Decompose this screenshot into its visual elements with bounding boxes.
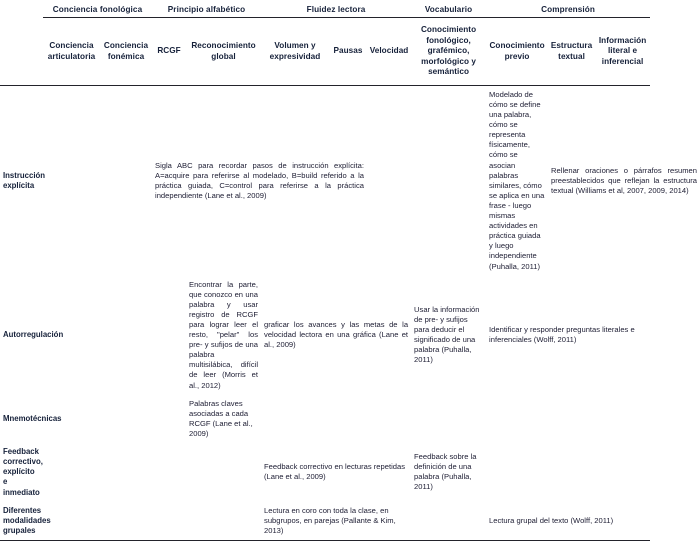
cell-grupales-fonemica (100, 502, 152, 541)
group-header-comprension: Comprensión (486, 0, 650, 18)
column-header-velocidad: Velocidad (367, 18, 411, 86)
column-header-estructura-textual: Estructura textual (548, 18, 595, 86)
cell-instruccion-comprension: Rellenar oraciones o párrafos resumen preestablecidos que reflejan la estructura textual (Williams et al, 2007, 2009, 2014) (551, 165, 697, 195)
cell-grupales-fluidez: Lectura en coro con toda la clase, en subgrupos, en parejas (Pallante & Kim, 2013) (261, 502, 411, 541)
column-header-reconocimiento-global: Reconocimiento global (186, 18, 261, 86)
cell-mnemotecnicas-rcgf (152, 395, 186, 443)
cell-grupales-reconocimiento (186, 502, 261, 541)
cell-mnemotecnicas-previo (486, 395, 548, 443)
column-header-row (0, 18, 700, 86)
column-header-conocimiento-previo: Conocimiento previo (486, 18, 548, 86)
column-header-informacion-literal-inferencial: Información literal e inferencial (595, 18, 650, 86)
group-header-principio-alfabetico: Principio alfabético (152, 0, 261, 18)
cell-instruccion-velocidad (411, 85, 486, 275)
group-header-fluidez-lectora: Fluidez lectora (261, 0, 411, 18)
column-header-volumen-expresividad: Volumen y expresividad (261, 18, 329, 86)
cell-feedback-articulatoria (43, 443, 100, 502)
cell-instruccion-vocabulario: Modelado de cómo se define una palabra, cómo se representa físicamente, cómo se asocian palabras similares, cómo se aplica en una frase - luego mismas actividades en práctica guiada y luego independiente (Puhalla, 2011) (489, 89, 545, 271)
cell-grupales-rcgf (152, 502, 186, 541)
column-header-conciencia-articulatoria: Conciencia articulatoria (43, 18, 100, 86)
group-header-vocabulario: Vocabulario (411, 0, 486, 18)
row-label-feedback-correctivo: Feedback correctivo, explícito e inmediato (3, 447, 43, 497)
cell-mnemotecnicas-vocabulario (411, 395, 486, 443)
cell-feedback-vocabulario: Feedback sobre la definición de una palabra (Puhalla, 2011) (414, 452, 477, 492)
cell-autorregulacion-vocabulario: Usar la información de pre- y sufijos para deducir el significado de una palabra (Puhalla, 2011) (414, 304, 480, 365)
table-header (0, 0, 700, 85)
table-body (0, 85, 700, 540)
table-row (0, 443, 700, 502)
cell-instruccion-articulatoria (43, 85, 100, 275)
row-label-instruccion-explicita: Instrucción explícita (3, 170, 46, 190)
cell-grupales-vocabulario (411, 502, 486, 541)
row-label-autorregulacion: Autorregulación (3, 330, 64, 340)
group-header-row (0, 0, 700, 18)
cell-grupales-articulatoria (43, 502, 100, 541)
cell-feedback-fluidez: Feedback correctivo en lecturas repetidas (Lane et al., 2009) (264, 462, 405, 482)
cell-feedback-previo (486, 443, 548, 502)
group-header-conciencia-fonologica: Conciencia fonológica (43, 0, 152, 18)
cell-mnemotecnicas-inferencial (595, 395, 650, 443)
cell-autorregulacion-comprension: Identificar y responder preguntas literales e inferenciales (Wolff, 2011) (489, 325, 635, 345)
cell-feedback-inferencial (595, 443, 650, 502)
cell-grupales-comprension: Lectura grupal del texto (Wolff, 2011) (486, 502, 650, 541)
column-header-corner (0, 18, 43, 86)
row-label-modalidades-grupales: Diferentes modalidades grupales (0, 502, 43, 541)
cell-feedback-rcgf (152, 443, 186, 502)
cell-instruccion-rcgf: Sigla ABC para recordar pasos de instrucción explícita: A=acquire para referirse al modelado, B=build referido a la práctica guiada, C=control para referirse a la práctica independiente (Lane et al., 2009) (155, 160, 365, 200)
column-header-conocimiento-fonologico: Conocimiento fonológico, grafémico, morfológico y semántico (411, 18, 486, 86)
cell-autorregulacion-fluidez: graficar los avances y las metas de la velocidad lectora en una gráfica (Lane et al., 2009) (264, 319, 409, 350)
cell-instruccion-pausas (367, 85, 411, 275)
cell-feedback-estructura (548, 443, 595, 502)
column-header-conciencia-fonemica: Conciencia fonémica (100, 18, 152, 86)
table-row (0, 395, 700, 443)
cell-feedback-reconocimiento (186, 443, 261, 502)
cell-mnemotecnicas-estructura (548, 395, 595, 443)
row-label-mnemotecnicas: Mnemotécnicas (3, 413, 62, 423)
table-row (0, 85, 700, 275)
cell-autorregulacion-rcgf (152, 276, 186, 395)
cell-mnemotecnicas-fonemica (100, 395, 152, 443)
cell-autorregulacion-fonemica (100, 276, 152, 395)
cell-feedback-fonemica (100, 443, 152, 502)
group-header-corner (0, 0, 43, 18)
cell-mnemotecnicas-pausas (329, 395, 367, 443)
column-header-rcgf: RCGF (152, 18, 186, 86)
table-row (0, 502, 700, 541)
cell-mnemotecnicas-reconocimiento: Palabras claves asociadas a cada RCGF (Lane et al., 2009) (189, 398, 253, 438)
cell-autorregulacion-reconocimiento: Encontrar la parte, que conozco en una palabra y usar registro de RCGF para lograr leer el resto, "pelar" los pre- y sufijos de una palabra multisilábica, difícil de leer (Morris et al., 2012) (189, 279, 259, 390)
cell-mnemotecnicas-volumen (261, 395, 329, 443)
cell-instruccion-fonemica (100, 85, 152, 275)
table-row (0, 276, 700, 395)
cell-mnemotecnicas-velocidad (367, 395, 411, 443)
column-header-pausas: Pausas (329, 18, 367, 86)
